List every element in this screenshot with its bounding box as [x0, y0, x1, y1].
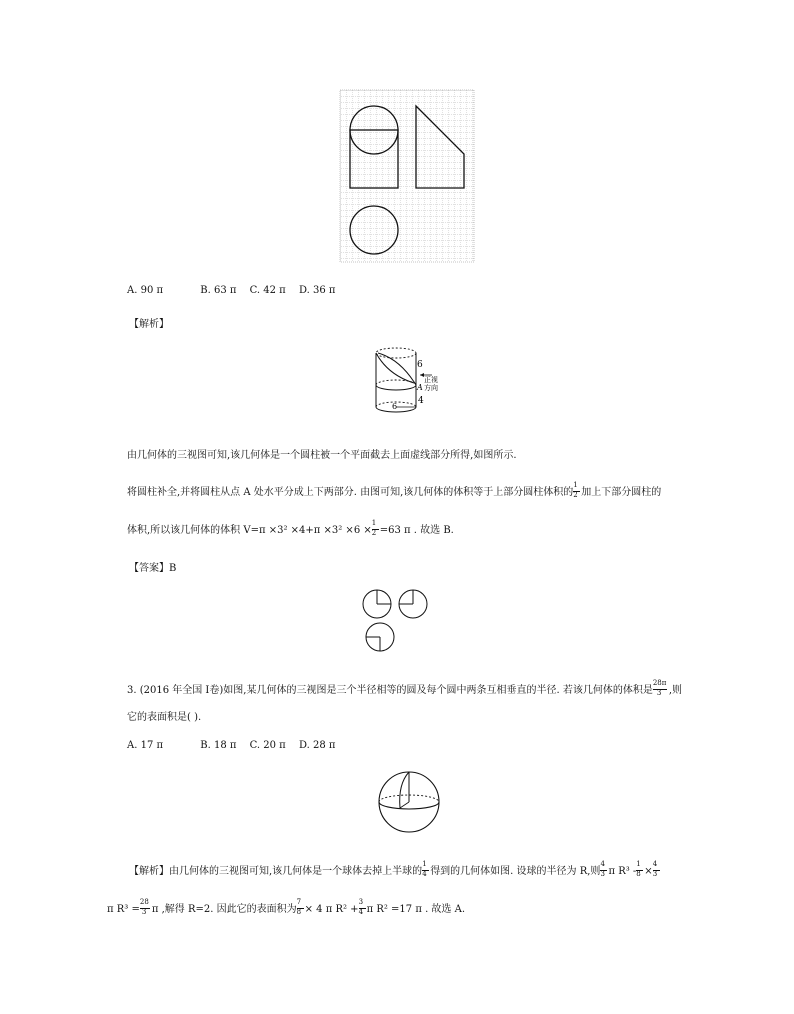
- fig-label-front: 正视: [424, 376, 438, 384]
- frac-num: 3: [358, 898, 364, 906]
- option-a: A. 90 π: [127, 285, 164, 296]
- option-a: A. 17 π: [127, 740, 164, 751]
- fig-label-6-top: 6: [417, 360, 423, 370]
- analysis-part-d: ×: [644, 866, 653, 877]
- problem3-analysis: [129, 862, 661, 877]
- problem2-text2: [127, 483, 661, 498]
- text2-part-a: 将圆柱补全,并将圆柱从点 A 处水平分成上下两部分. 由图可知,该几何体的体积等于上部分圆柱体积的: [127, 487, 574, 498]
- line2-part-a: π R³ =: [107, 904, 140, 915]
- frac-num: 28: [139, 898, 149, 906]
- option-d: D. 36 π: [298, 285, 336, 296]
- frac-den: 3: [652, 870, 658, 878]
- problem3-stem-line2: 它的表面积是( ).: [127, 712, 202, 723]
- frac-num: 4: [652, 860, 658, 868]
- frac-den: 2: [573, 491, 578, 499]
- problem2-options: [127, 285, 345, 296]
- option-b: B. 63 π: [200, 285, 237, 296]
- analysis-frac1: [422, 860, 430, 878]
- text3-part-b: =63 π . 故选 B.: [379, 525, 454, 536]
- option-c: C. 42 π: [249, 285, 286, 296]
- analysis-part-a: 【解析】由几何体的三视图可知,该几何体是一个球体去掉上半球的: [129, 866, 423, 877]
- text3-part-a: 体积,所以该几何体的体积 V=π ×3² ×4+π ×3² ×6 ×: [127, 525, 372, 536]
- frac-den: 3: [656, 689, 662, 697]
- line2-part-d: π R² =17 π . 故选 A.: [366, 904, 465, 915]
- text2-fraction: [573, 481, 581, 499]
- line2-frac2: [296, 898, 305, 916]
- frac-den: 2: [371, 529, 377, 537]
- problem2-text1: 由几何体的三视图可知,该几何体是一个圆柱被一个平面截去上面虚线部分所得,如图所示.: [127, 450, 517, 461]
- analysis-frac3: [636, 860, 644, 878]
- analysis-label: 【解析】: [129, 319, 169, 330]
- cylinder-figure: [370, 345, 450, 420]
- frac-num: 1: [371, 519, 377, 527]
- text2-part-b: 加上下部分圆柱的: [581, 487, 662, 498]
- text3-fraction: [371, 519, 380, 537]
- frac-den: 8: [636, 870, 641, 878]
- frac-den: 4: [422, 870, 427, 878]
- option-b: B. 18 π: [200, 740, 237, 751]
- analysis-frac4: [652, 860, 661, 878]
- frac-num: 28π: [652, 679, 667, 687]
- problem3-options: [127, 740, 345, 751]
- line2-frac3: [358, 898, 367, 916]
- frac-num: 7: [296, 898, 302, 906]
- frac-den: 4: [358, 908, 364, 916]
- frac-num: 1: [573, 481, 578, 489]
- problem3-analysis-line2: [107, 900, 465, 915]
- line2-part-b: π ,解得 R=2. 因此它的表面积为: [151, 904, 297, 915]
- frac-num: 1: [422, 860, 427, 868]
- frac-den: 8: [296, 908, 302, 916]
- frac-den: 3: [600, 870, 605, 878]
- frac-den: 3: [141, 908, 147, 916]
- problem3-stem: [127, 681, 682, 696]
- fig-label-6-bottom: 6: [392, 402, 398, 411]
- stem-part-a: 3. (2016 年全国 Ⅰ卷)如图,某几何体的三视图是三个半径相等的圆及每个圆中两条互相垂直的半径. 若该几何体的体积是: [127, 685, 653, 696]
- option-c: C. 20 π: [249, 740, 286, 751]
- frac-num: 4: [600, 860, 605, 868]
- analysis-part-b: 得到的几何体如图. 设球的半径为 R,则: [430, 866, 601, 877]
- line2-part-c: × 4 π R² +: [304, 904, 359, 915]
- fig-label-4: 4: [418, 396, 424, 406]
- answer-label: 【答案】B: [129, 563, 177, 574]
- analysis-frac2: [600, 860, 608, 878]
- line2-frac1: [139, 898, 152, 916]
- option-d: D. 28 π: [298, 740, 336, 751]
- stem-part-b: ,则: [668, 685, 683, 696]
- sphere-figure: [376, 770, 442, 834]
- frac-num: 1: [636, 860, 641, 868]
- three-circles-figure: [360, 588, 432, 654]
- analysis-part-c: π R³ -: [608, 866, 637, 877]
- fig-label-A: A: [417, 383, 423, 392]
- problem2-text3: [127, 521, 454, 536]
- fig-label-dir: 方向: [424, 384, 438, 392]
- three-view-grid-figure: [340, 90, 474, 262]
